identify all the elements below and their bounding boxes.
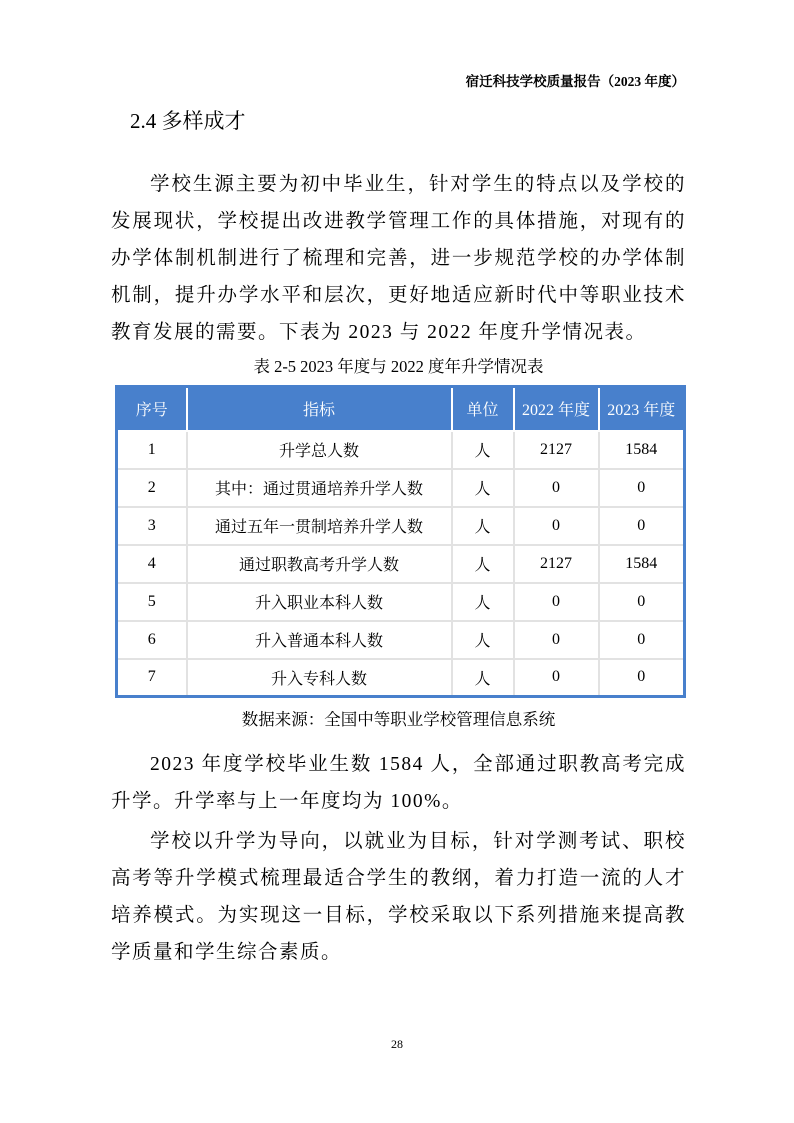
paragraph-graduates: 2023 年度学校毕业生数 1584 人，全部通过职教高考完成升学。升学率与上一年度均为 100%。 xyxy=(111,754,686,812)
table-cell: 升学总人数 xyxy=(187,431,452,469)
table-cell: 2 xyxy=(117,469,187,507)
table-cell: 人 xyxy=(452,469,514,507)
table-cell: 升入专科人数 xyxy=(187,659,452,697)
table-cell: 7 xyxy=(117,659,187,697)
table-cell: 通过五年一贯制培养升学人数 xyxy=(187,507,452,545)
table-cell: 人 xyxy=(452,431,514,469)
column-header-seq: 序号 xyxy=(117,387,187,431)
table-cell: 0 xyxy=(514,621,599,659)
table-row xyxy=(117,583,685,621)
section-heading: 2.4 多样成才 xyxy=(130,109,246,133)
table-row xyxy=(117,431,685,469)
table-row xyxy=(117,545,685,583)
table-cell: 人 xyxy=(452,545,514,583)
table-cell: 0 xyxy=(514,507,599,545)
table-cell: 6 xyxy=(117,621,187,659)
table-cell: 升入职业本科人数 xyxy=(187,583,452,621)
table-cell: 0 xyxy=(599,621,685,659)
table-cell: 0 xyxy=(599,507,685,545)
table-cell: 人 xyxy=(452,507,514,545)
table-caption: 表 2-5 2023 年度与 2022 度年升学情况表 xyxy=(253,357,544,376)
table-row xyxy=(117,507,685,545)
table-cell: 2127 xyxy=(514,545,599,583)
table-cell: 2127 xyxy=(514,431,599,469)
table-cell: 0 xyxy=(514,469,599,507)
table-header-row xyxy=(117,387,685,431)
table-cell: 0 xyxy=(599,583,685,621)
table-row xyxy=(117,659,685,697)
table-cell: 1584 xyxy=(599,431,685,469)
table-cell: 0 xyxy=(599,469,685,507)
promotion-table xyxy=(115,385,686,698)
table-cell: 3 xyxy=(117,507,187,545)
table-cell: 人 xyxy=(452,621,514,659)
column-header-indicator: 指标 xyxy=(187,387,452,431)
table-cell: 通过职教高考升学人数 xyxy=(187,545,452,583)
table-cell: 0 xyxy=(599,659,685,697)
table-cell: 5 xyxy=(117,583,187,621)
table-cell: 其中：通过贯通培养升学人数 xyxy=(187,469,452,507)
table-cell: 0 xyxy=(514,583,599,621)
table-row xyxy=(117,621,685,659)
column-header-unit: 单位 xyxy=(452,387,514,431)
table-cell: 人 xyxy=(452,583,514,621)
table-cell: 0 xyxy=(514,659,599,697)
table-body xyxy=(117,431,685,697)
page-number: 28 xyxy=(391,1037,403,1051)
paragraph-intro: 学校生源主要为初中毕业生，针对学生的特点以及学校的发展现状，学校提出改进教学管理工作的具体措施，对现有的办学体制机制进行了梳理和完善，进一步规范学校的办学体制机制，提升办学水平和层次，更好地适应新时代中等职业技术教育发展的需要。下表为 2023 与 2022 年度升学情况表。 xyxy=(111,174,686,343)
paragraph-measures: 学校以升学为导向，以就业为目标，针对学测考试、职校高考等升学模式梳理最适合学生的教纲，着力打造一流的人才培养模式。为实现这一目标，学校采取以下系列措施来提高教学质量和学生综合素质。 xyxy=(111,831,686,963)
data-source-note: 数据来源：全国中等职业学校管理信息系统 xyxy=(241,710,556,729)
table-row xyxy=(117,469,685,507)
table-cell: 4 xyxy=(117,545,187,583)
page-header-title: 宿迁科技学校质量报告（2023 年度） xyxy=(465,74,685,89)
column-header-2022: 2022 年度 xyxy=(514,387,599,431)
table-cell: 1 xyxy=(117,431,187,469)
table-cell: 人 xyxy=(452,659,514,697)
column-header-2023: 2023 年度 xyxy=(599,387,685,431)
table-cell: 升入普通本科人数 xyxy=(187,621,452,659)
table-cell: 1584 xyxy=(599,545,685,583)
